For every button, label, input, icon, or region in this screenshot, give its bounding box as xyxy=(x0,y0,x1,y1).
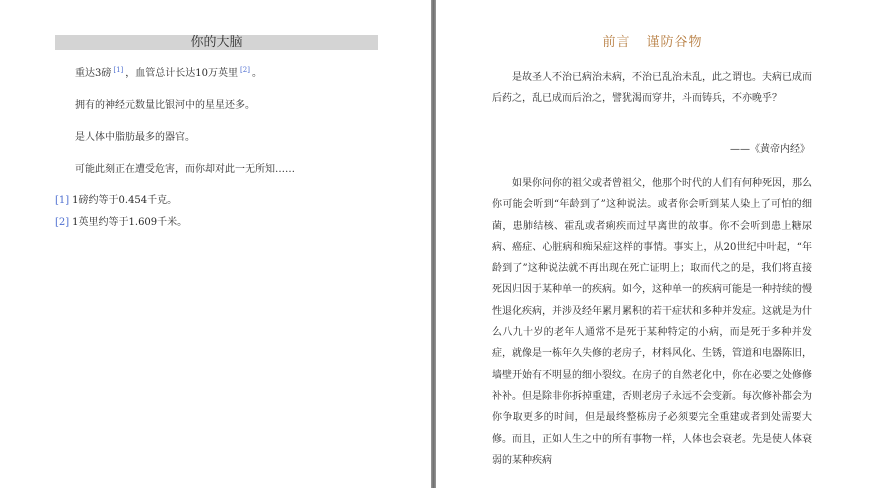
footnote-2 xyxy=(55,216,187,230)
footnote-mark-1[interactable]: [1] xyxy=(55,195,70,206)
fact-text: ，血管总计长达10万英里 xyxy=(125,68,239,79)
epigraph-quote: 是故圣人不治已病治未病，不治已乱治未乱，此之谓也。夫病已成而后药之，乱已成而后治之，譬犹渴而穿井，斗而铸兵，不亦晚乎？ xyxy=(492,72,812,105)
brain-fact-3: 是人体中脂肪最多的器官。 xyxy=(75,132,195,143)
brain-fact-1 xyxy=(75,67,262,81)
body-paragraph: 如果你问你的祖父或者曾祖父，他那个时代的人们有何种死因，那么你可能会听到“年龄到了”这种说法。或者你会听到某人染上了可怕的细菌，患肺结核、霍乱或者痢疾而过早离世的故事。你不会听到患上糖尿病、癌症、心脏病和痴呆症这样的事情。事实上，从20世纪中叶起，“年龄到了”这种说法就不再出现在死亡证明上；取而代之的是，我们将直接死因归因于某种单一的疾病。如今，这种单一的疾病可能是一种持续的慢性退化疾病，并涉及经年累月累积的若干症状和多种并发症。这就是为什么八九十岁的老年人通常不是死于某种特定的小病，而是死于多种并发症，就像是一栋年久失修的老房子，材料风化、生锈，管道和电器陈旧，墙壁开始有不明显的细小裂纹。在房子的自然老化中，你在必要之处修修补补。但是除非你拆掉重建，否则老房子永远不会变新。每次修补都会为你争取更多的时间，但是最终整栋房子必须要完全重建或者到处需要大修。而且，正如人生之中的所有事物一样，人体也会衰老。先是使人体衰弱的某种疾病 xyxy=(492,178,812,466)
epigraph-attribution: ——《黄帝内经》 xyxy=(730,144,810,155)
right-page xyxy=(436,0,869,488)
chapter-title-part1: 前言 xyxy=(602,35,631,50)
left-page xyxy=(0,0,432,488)
footnote-mark-2[interactable]: [2] xyxy=(55,217,70,228)
chapter-title xyxy=(436,34,869,52)
brain-fact-4: 可能此刻正在遭受危害，而你却对此一无所知…… xyxy=(75,164,295,175)
footnote-text: 1磅约等于0.454千克。 xyxy=(72,195,178,206)
page-title: 你的大脑 xyxy=(55,35,378,50)
footnote-ref-1[interactable]: [1] xyxy=(113,65,124,74)
brain-fact-2: 拥有的神经元数量比银河中的星星还多。 xyxy=(75,100,255,111)
footnote-1 xyxy=(55,194,177,208)
footnote-text: 1英里约等于1.609千米。 xyxy=(72,217,188,228)
footnote-ref-2[interactable]: [2] xyxy=(240,65,250,74)
fact-text: 重达3磅 xyxy=(75,68,112,79)
fact-text: 。 xyxy=(251,68,262,79)
chapter-title-part2: 谨防谷物 xyxy=(646,35,703,50)
